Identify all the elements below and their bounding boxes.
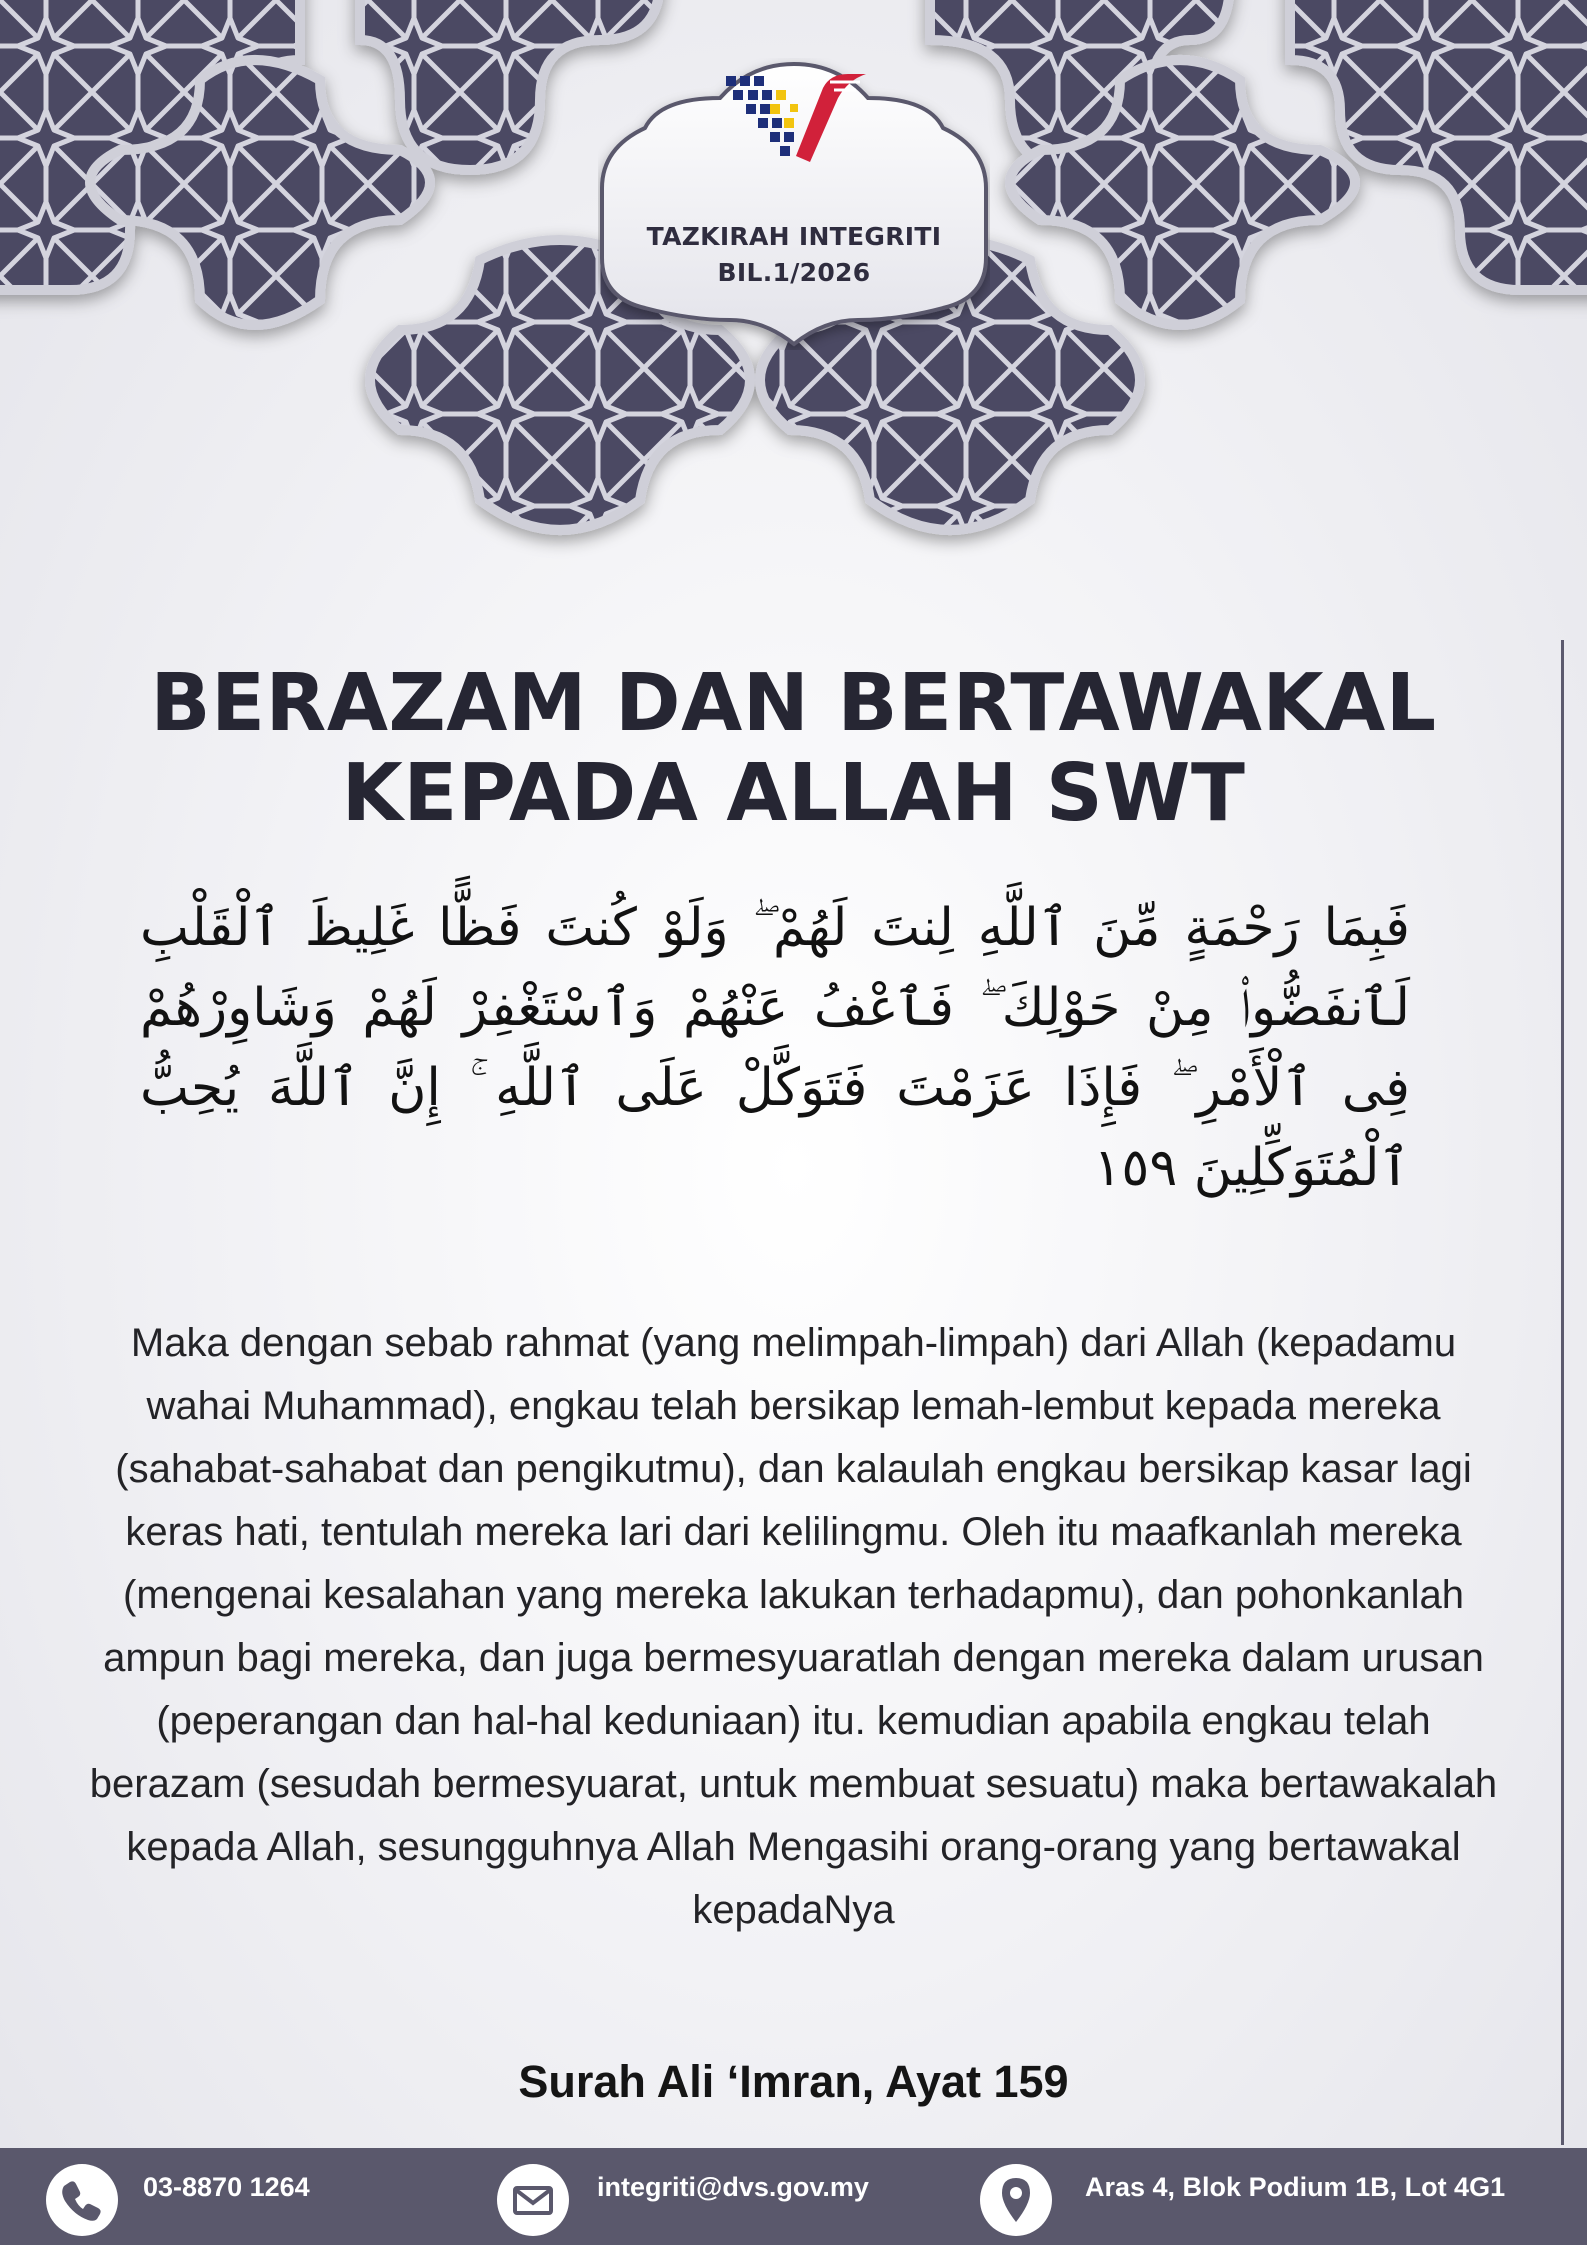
- office-address: Aras 4, Blok Podium 1B, Lot 4G1: [1085, 2172, 1506, 2202]
- verse-translation: Maka dengan sebab rahmat (yang melimpah-limpah) dari Allah (kepadamu wahai Muhammad), engkau telah bersikap lemah-lembut kepada mereka (sahabat-sahabat dan pengikutmu), dan kalaulah engkau bersikap kasar lagi keras hati, tentulah mereka lari dari kelilingmu. Oleh itu maafkanlah mereka (mengenai kesalahan yang mereka lakukan terhadapmu), dan pohonkanlah ampun bagi mereka, dan juga bermesyuaratlah dengan mereka dalam urusan (peperangan dan hal-hal keduniaan) itu. kemudian apabila engkau telah berazam (sesudah bermesyuarat, untuk membuat sesuatu) maka bertawakalah kepada Allah, sesungguhnya Allah Mengasihi orang-orang yang bertawakal kepadaNya: [89, 1321, 1498, 1932]
- title-line-1: BERAZAM DAN BERTAWAKAL: [150, 657, 1437, 749]
- page-title: [60, 658, 1527, 838]
- tazkirah-badge: [598, 58, 990, 350]
- phone-number[interactable]: 03-8870 1264: [143, 2172, 310, 2202]
- arabic-verse: فَبِمَا رَحْمَةٍ مِّنَ ٱللَّهِ لِنتَ لَهُمْ ۖ وَلَوْ كُنتَ فَظًّا غَلِيظَ ٱلْقَلْبِ لَٱنفَضُّوا۟ مِنْ حَوْلِكَ ۖ فَٱعْفُ عَنْهُمْ وَٱسْتَغْفِرْ لَهُمْ وَشَاوِرْهُمْ فِى ٱلْأَمْرِ ۖ فَإِذَا عَزَمْتَ فَتَوَكَّلْ عَلَى ٱللَّهِ ۚ إِنَّ ٱللَّهَ يُحِبُّ ٱلْمُتَوَكِّلِينَ ١٥٩: [140, 898, 1411, 1198]
- email-address[interactable]: integriti@dvs.gov.my: [597, 2172, 869, 2202]
- contact-footer: [0, 2148, 1587, 2245]
- title-line-2: KEPADA ALLAH SWT: [341, 747, 1246, 839]
- badge-title: TAZKIRAH INTEGRITI: [646, 222, 942, 251]
- verse-reference: Surah Ali ‘Imran, Ayat 159: [518, 2056, 1069, 2107]
- right-border-rule: [1561, 640, 1564, 2145]
- badge-issue-number: BIL.1/2026: [717, 258, 871, 287]
- location-pin-icon: [980, 2164, 1052, 2236]
- envelope-icon: [497, 2164, 569, 2236]
- phone-icon: [46, 2164, 118, 2236]
